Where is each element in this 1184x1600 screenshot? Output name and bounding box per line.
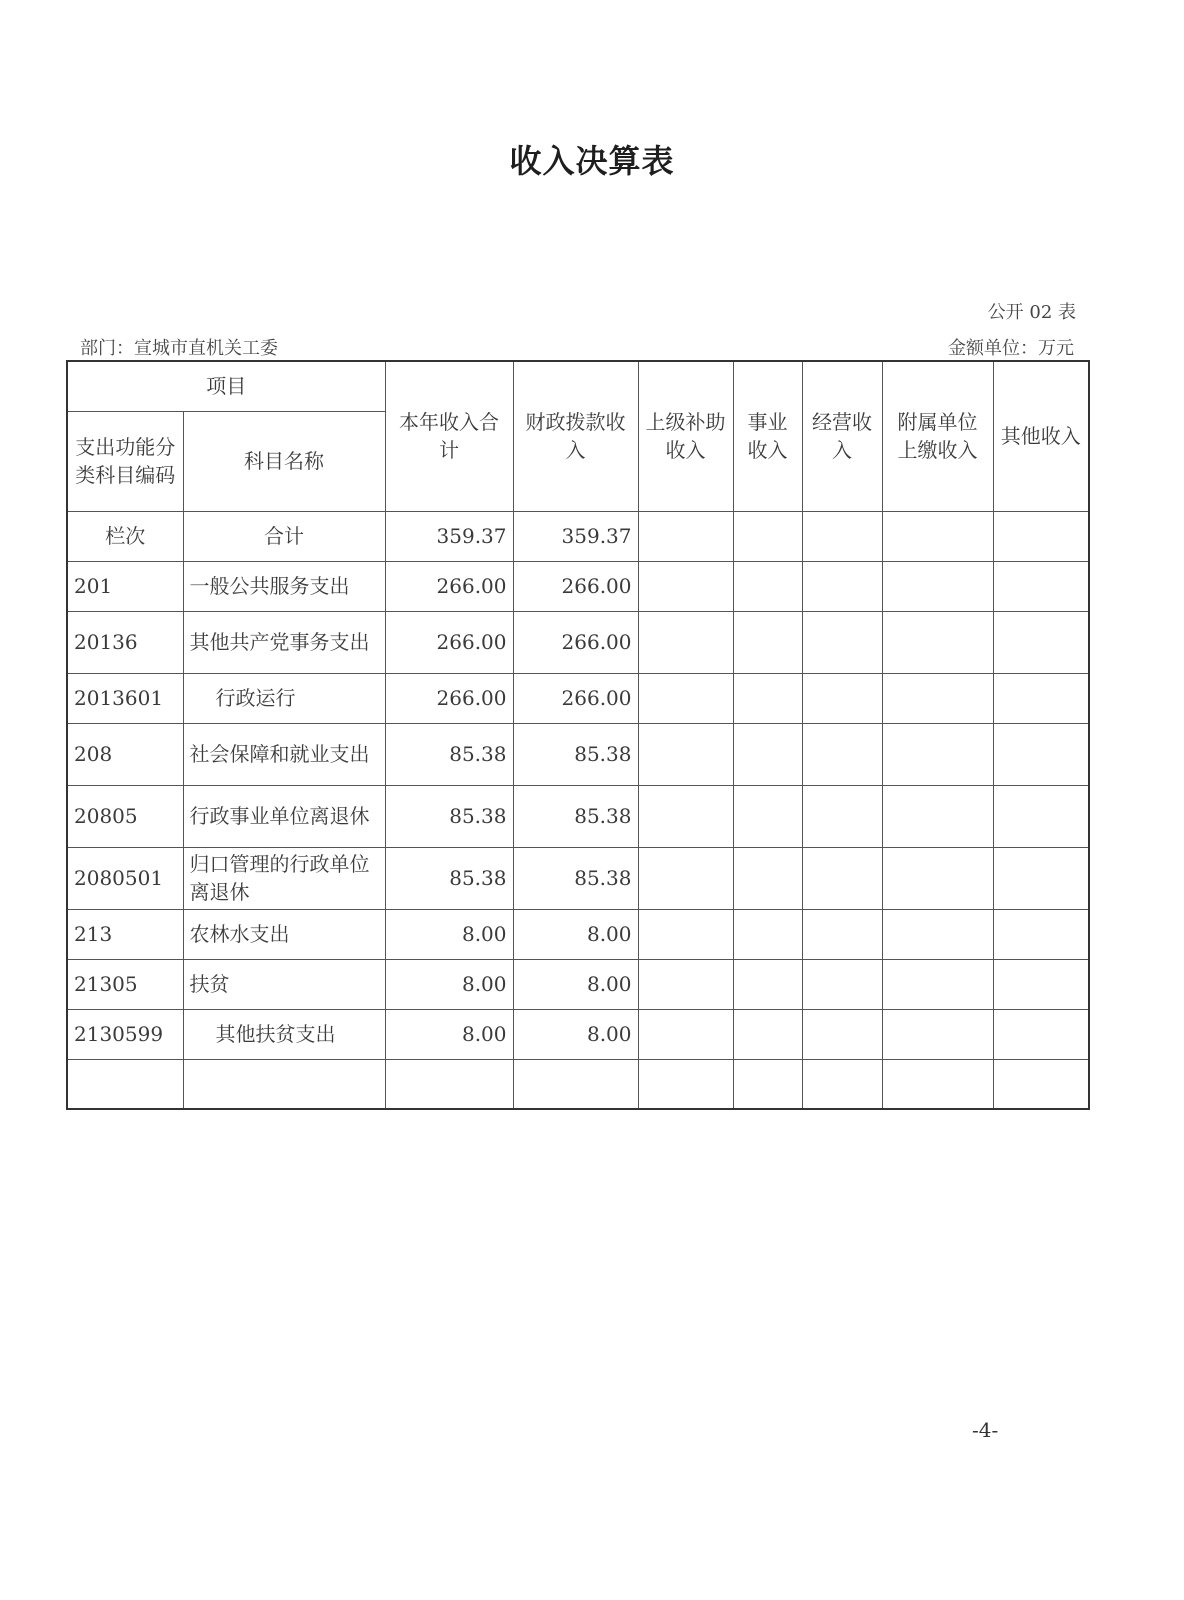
table-row xyxy=(67,909,1089,959)
empty-cell xyxy=(993,959,1089,1009)
empty-cell xyxy=(733,511,802,561)
row-code: 2130599 xyxy=(67,1009,183,1059)
empty-cell xyxy=(733,847,802,909)
row-total: 266.00 xyxy=(385,611,513,673)
row-name: 归口管理的行政单位离退休 xyxy=(183,847,385,909)
empty-cell xyxy=(882,1009,993,1059)
row-fiscal: 266.00 xyxy=(513,561,638,611)
row-total: 266.00 xyxy=(385,673,513,723)
empty-cell xyxy=(882,1059,993,1109)
empty-cell xyxy=(993,673,1089,723)
empty-cell xyxy=(882,909,993,959)
department-label: 部门：宣城市直机关工委 xyxy=(80,338,278,359)
header-fiscal-allocation: 财政拨款收入 xyxy=(513,361,638,511)
row-code: 2013601 xyxy=(67,673,183,723)
empty-cell xyxy=(993,1009,1089,1059)
header-total-income: 本年收入合计 xyxy=(385,361,513,511)
empty-cell xyxy=(882,611,993,673)
header-superior-subsidy: 上级补助收入 xyxy=(638,361,733,511)
empty-cell xyxy=(733,561,802,611)
empty-cell xyxy=(802,723,882,785)
row-fiscal: 85.38 xyxy=(513,723,638,785)
page-title: 收入决算表 xyxy=(509,142,675,180)
empty-cell xyxy=(638,673,733,723)
header-other-income: 其他收入 xyxy=(993,361,1089,511)
empty-cell xyxy=(733,909,802,959)
column-order-label: 栏次 xyxy=(67,511,183,561)
empty-cell xyxy=(802,1059,882,1109)
empty-cell xyxy=(802,1009,882,1059)
header-business-income: 事业收入 xyxy=(733,361,802,511)
row-name: 其他共产党事务支出 xyxy=(183,611,385,673)
empty-cell xyxy=(733,1059,802,1109)
header-subject-code: 支出功能分类科目编码 xyxy=(67,411,183,511)
empty-cell xyxy=(882,847,993,909)
summary-row xyxy=(67,511,1089,561)
empty-cell xyxy=(733,959,802,1009)
empty-cell xyxy=(882,723,993,785)
summary-total: 359.37 xyxy=(385,511,513,561)
row-code: 20136 xyxy=(67,611,183,673)
empty-cell xyxy=(882,785,993,847)
empty-cell xyxy=(882,673,993,723)
empty-cell xyxy=(733,785,802,847)
table-row xyxy=(67,723,1089,785)
empty-cell xyxy=(733,1009,802,1059)
empty-cell xyxy=(882,959,993,1009)
table-row xyxy=(67,785,1089,847)
empty-cell xyxy=(638,959,733,1009)
empty-cell xyxy=(638,785,733,847)
row-name: 行政事业单位离退休 xyxy=(183,785,385,847)
row-fiscal: 85.38 xyxy=(513,847,638,909)
page-number: -4- xyxy=(972,1418,999,1442)
empty-cell xyxy=(993,511,1089,561)
row-fiscal: 266.00 xyxy=(513,673,638,723)
empty-cell xyxy=(802,561,882,611)
row-code: 213 xyxy=(67,909,183,959)
empty-cell xyxy=(993,847,1089,909)
empty-cell xyxy=(733,723,802,785)
row-total: 8.00 xyxy=(385,909,513,959)
amount-unit-label: 金额单位：万元 xyxy=(948,338,1074,359)
table-row xyxy=(67,959,1089,1009)
header-affiliated-income: 附属单位上缴收入 xyxy=(882,361,993,511)
row-total: 8.00 xyxy=(385,1009,513,1059)
row-name: 农林水支出 xyxy=(183,909,385,959)
form-number: 公开 02 表 xyxy=(987,302,1076,323)
empty-cell xyxy=(67,1059,183,1109)
income-settlement-table xyxy=(66,360,1090,1110)
table-row xyxy=(67,561,1089,611)
row-total: 85.38 xyxy=(385,723,513,785)
row-code: 208 xyxy=(67,723,183,785)
table-row xyxy=(67,611,1089,673)
empty-cell xyxy=(638,511,733,561)
table-row xyxy=(67,673,1089,723)
summary-name: 合计 xyxy=(183,511,385,561)
row-name: 行政运行 xyxy=(183,673,385,723)
row-fiscal: 8.00 xyxy=(513,959,638,1009)
row-total: 8.00 xyxy=(385,959,513,1009)
empty-cell xyxy=(638,1009,733,1059)
empty-cell xyxy=(733,673,802,723)
empty-cell xyxy=(638,1059,733,1109)
empty-cell xyxy=(802,909,882,959)
row-fiscal: 266.00 xyxy=(513,611,638,673)
row-total: 85.38 xyxy=(385,847,513,909)
empty-cell xyxy=(993,909,1089,959)
empty-cell xyxy=(513,1059,638,1109)
empty-cell xyxy=(993,561,1089,611)
row-fiscal: 8.00 xyxy=(513,1009,638,1059)
header-subject-name: 科目名称 xyxy=(183,411,385,511)
empty-cell xyxy=(638,909,733,959)
empty-cell xyxy=(993,1059,1089,1109)
row-name: 其他扶贫支出 xyxy=(183,1009,385,1059)
empty-cell xyxy=(993,611,1089,673)
empty-cell xyxy=(183,1059,385,1109)
row-name: 一般公共服务支出 xyxy=(183,561,385,611)
empty-cell xyxy=(802,785,882,847)
summary-fiscal: 359.37 xyxy=(513,511,638,561)
empty-cell xyxy=(733,611,802,673)
empty-cell xyxy=(993,723,1089,785)
row-fiscal: 8.00 xyxy=(513,909,638,959)
row-name: 社会保障和就业支出 xyxy=(183,723,385,785)
empty-cell xyxy=(638,847,733,909)
empty-cell xyxy=(638,561,733,611)
table-row xyxy=(67,1009,1089,1059)
empty-cell xyxy=(882,511,993,561)
table-row xyxy=(67,847,1089,909)
empty-cell xyxy=(385,1059,513,1109)
empty-cell xyxy=(638,723,733,785)
empty-cell xyxy=(802,959,882,1009)
row-code: 201 xyxy=(67,561,183,611)
empty-cell xyxy=(882,561,993,611)
row-name: 扶贫 xyxy=(183,959,385,1009)
empty-cell xyxy=(802,673,882,723)
empty-cell xyxy=(638,611,733,673)
empty-cell xyxy=(802,847,882,909)
empty-cell xyxy=(802,611,882,673)
row-code: 20805 xyxy=(67,785,183,847)
blank-row xyxy=(67,1059,1089,1109)
header-operating-income: 经营收入 xyxy=(802,361,882,511)
row-code: 2080501 xyxy=(67,847,183,909)
row-total: 266.00 xyxy=(385,561,513,611)
header-item: 项目 xyxy=(67,361,385,411)
row-total: 85.38 xyxy=(385,785,513,847)
row-fiscal: 85.38 xyxy=(513,785,638,847)
empty-cell xyxy=(802,511,882,561)
empty-cell xyxy=(993,785,1089,847)
row-code: 21305 xyxy=(67,959,183,1009)
